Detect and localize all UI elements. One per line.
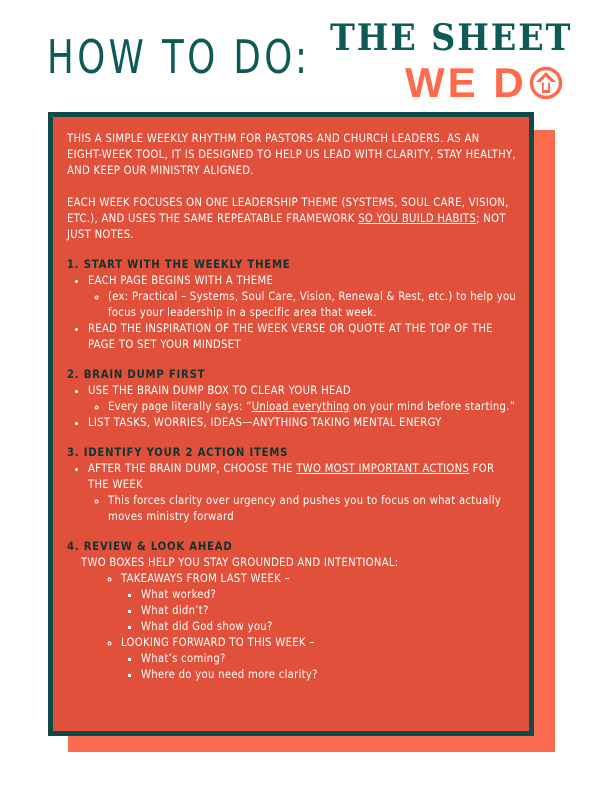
title-prefix: HOW TO DO: [47, 30, 311, 84]
arrow-up-circle-icon [529, 66, 563, 100]
list-item [88, 415, 517, 431]
list-item [108, 289, 517, 321]
we-do-logo [405, 58, 563, 108]
list-item [141, 667, 517, 683]
logo-text: WE D [405, 59, 527, 106]
list-item-text: What’s coming? [141, 652, 226, 665]
list-item [121, 635, 517, 683]
title-main: THE SHEET [330, 17, 573, 59]
intro-p2-text: EACH WEEK FOCUSES ON ONE LEADERSHIP THEME (SYSTEMS, SOUL CARE, VISION, ETC.), AND USES THE SAME REPEATABLE FRAMEWORK [67, 196, 509, 225]
list-item [141, 587, 517, 603]
section-heading-2: 2. BRAIN DUMP FIRST [67, 368, 206, 381]
list-item-text: What worked? [141, 588, 217, 601]
list-item-text: LOOKING FORWARD TO THIS WEEK – [121, 636, 315, 649]
list-item-text: (ex: Practical – Systems, Soul Care, Vision, Renewal & Rest, etc.) to help you focus your leadership in a specific area that week. [108, 290, 517, 319]
list-item [108, 493, 517, 525]
list-item-text: TAKEAWAYS FROM LAST WEEK – [121, 572, 290, 585]
list-item-text: Every page literally says: “ [108, 400, 252, 413]
list-item-text: What did God show you? [141, 620, 273, 633]
list-item [141, 603, 517, 619]
section2-list [67, 383, 517, 431]
actions-emphasis: TWO MOST IMPORTANT ACTIONS [296, 462, 470, 475]
list-item-text-end: on your mind before starting.” [349, 400, 516, 413]
intro-paragraph-2 [67, 195, 517, 243]
list-item-text-end: FOR THE WEEK [88, 462, 495, 491]
list-item-text: Where do you need more clarity? [141, 668, 318, 681]
list-item [88, 461, 517, 525]
section4-list [67, 571, 517, 683]
list-item-text: USE THE BRAIN DUMP BOX TO CLEAR YOUR HEAD [88, 384, 351, 397]
list-item-text: This forces clarity over urgency and pushes you to focus on what actually moves ministry forward [108, 494, 502, 523]
list-item [141, 619, 517, 635]
review-intro: TWO BOXES HELP YOU STAY GROUNDED AND INTENTIONAL: [81, 556, 399, 569]
instructions-card [48, 112, 534, 736]
intro-paragraph-1: THIS A SIMPLE WEEKLY RHYTHM FOR PASTORS AND CHURCH LEADERS. AS AN EIGHT-WEEK TOOL, IT IS DESIGNED TO HELP US LEAD WITH CLARITY, STAY HEALTHY, AND KEEP OUR MINISTRY ALIGNED. [67, 132, 516, 177]
list-item-text: What didn’t? [141, 604, 209, 617]
list-item [88, 273, 517, 321]
section-heading-4: 4. REVIEW & LOOK AHEAD [67, 540, 233, 553]
list-item [88, 383, 517, 415]
list-item-text: EACH PAGE BEGINS WITH A THEME [88, 274, 274, 287]
list-item [108, 399, 517, 415]
section3-list [67, 461, 517, 525]
section1-list [67, 273, 517, 353]
section-heading-3: 3. IDENTIFY YOUR 2 ACTION ITEMS [67, 446, 289, 459]
list-item-text: LIST TASKS, WORRIES, IDEAS—ANYTHING TAKING MENTAL ENERGY [88, 416, 442, 429]
section-heading-1: 1. START WITH THE WEEKLY THEME [67, 258, 291, 271]
habits-emphasis: SO YOU BUILD HABITS [358, 212, 477, 225]
unload-emphasis: Unload everything [251, 400, 350, 413]
list-item [88, 321, 517, 353]
list-item [121, 571, 517, 635]
list-item-text: READ THE INSPIRATION OF THE WEEK VERSE OR QUOTE AT THE TOP OF THE PAGE TO SET YOUR MINDSET [88, 322, 493, 351]
intro-p2-end: ; NOT JUST NOTES. [67, 212, 506, 241]
list-item [141, 651, 517, 667]
list-item-text: AFTER THE BRAIN DUMP, CHOOSE THE [88, 462, 297, 475]
